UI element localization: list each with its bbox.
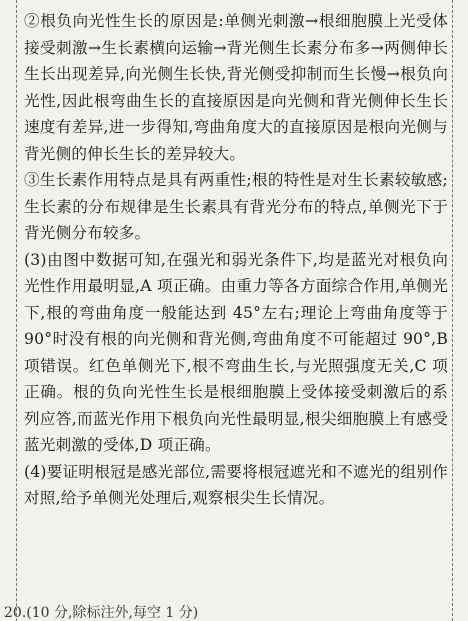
paragraph-root-negative-phototropism-cause: ②根负向光性生长的原因是:单侧光刺激→根细胞膜上光受体接受刺激→生长素横向运输→背光侧生长素分布多→两侧伸长生长出现差异,向光侧生长快,背光侧受抑制而生长慢→根负向光性,因此根弯曲生长的直接原因是向光侧和背光侧伸长生长速度有差异,进一步得知,弯曲角度大的直接原因是根向光侧与背光侧的伸长生长的差异较大。 [24, 12, 448, 163]
paragraph-part-4-experiment: (4)要证明根冠是感光部位,需要将根冠遮光和不遮光的组别作对照,给予单侧光处理后,观察根尖生长情况。 [24, 462, 448, 507]
left-margin-rule [16, 0, 17, 621]
next-question-fragment: 20.(10 分,除标注外,每空 1 分) [4, 605, 199, 621]
answer-explanation [24, 8, 448, 512]
paragraph-auxin-characteristics: ③生长素作用特点是具有两重性;根的特性是对生长素较敏感;生长素的分布规律是生长素具有背光分布的特点,单侧光下于背光侧分布较多。 [24, 171, 448, 242]
paragraph-part-3-analysis: (3)由图中数据可知,在强光和弱光条件下,均是蓝光对根负向光性作用最明显,A 项正确。由重力等各方面综合作用,单侧光下,根的弯曲角度一般能达到 45°左右;理论上弯曲角度等于 90°时没有根的向光侧和背光侧,弯曲角度不可能超过 90°,B 项错误。红色单侧光下,根不弯曲生长,与光照强度无关,C 项正确。根的负向光性生长是根细胞膜上受体接受刺激后的系列应答,而蓝光作用下根负向光性最明显,根尖细胞膜上有感受蓝光刺激的受体,D 项正确。 [24, 250, 448, 454]
right-margin-rule [452, 0, 453, 621]
